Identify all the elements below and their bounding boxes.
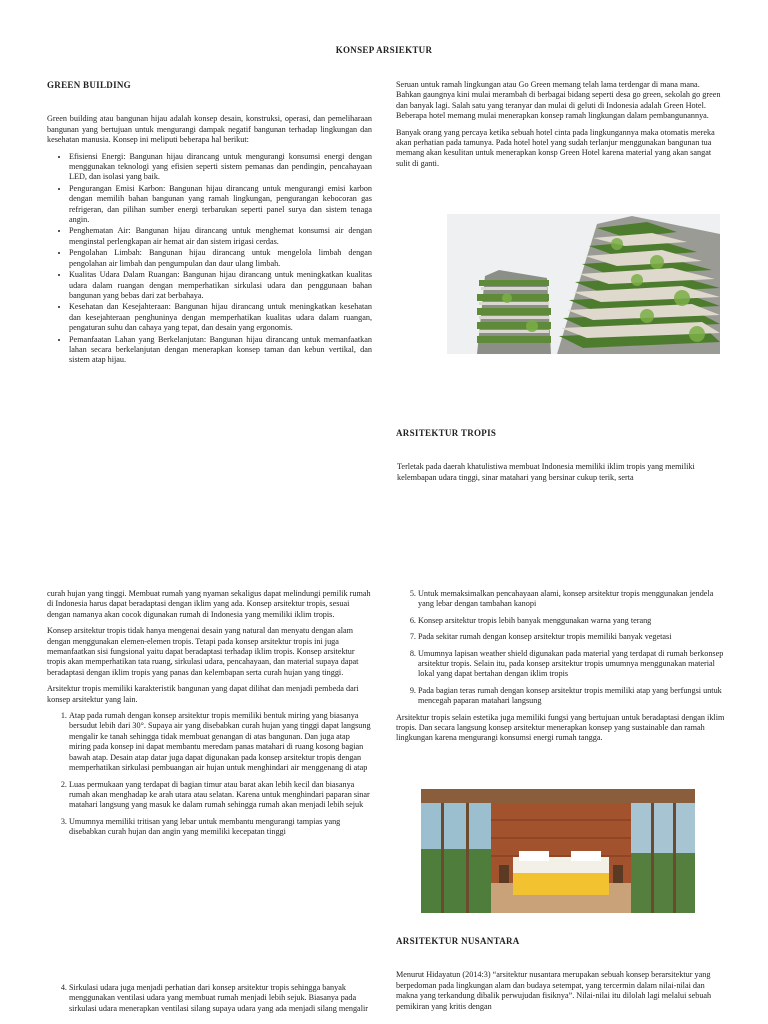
list-item: 1. Atap pada rumah dengan konsep arsitektur tropis memiliki bentuk miring yang biasanya bersudut lebih dari 30°. Supaya air yang disebabkan curah hujan yang tinggi dapat langsung mengalir ke tanah sehingga tidak membuat genangan di atas bangunan. Dan juga atap miring pada konsep ini dapat membantu meredam panas matahari di ruang kosong bagian bawah atap. Desain atap datar juga dapat digunakan pada konsep arsitektur tropis dengan memperhatikan sirkulasi pembuangan air hujan untuk menghindari air menggenang di atap [69, 711, 372, 773]
green-building-heading: GREEN BUILDING [47, 80, 131, 90]
tropis-intro: Terletak pada daerah khatulistiwa membuat Indonesia memiliki iklim tropis yang memiliki kelembapan udara tinggi, sinar matahari yang bersinar cukup terik, serta [397, 462, 695, 482]
tropis-paragraph-1: curah hujan yang tinggi. Membuat rumah yang nyaman sekaligus dapat melindungi pemilik rumah di Indonesia harus dapat beradaptasi dengan iklim yang ada. Konsep arsitektur tropis, sesuai dengan namanya akan cocok digunakan rumah di Indonesia yang memiliki iklim tropis. [47, 589, 371, 619]
list-item: • Kualitas Udara Dalam Ruangan: Bangunan hijau dirancang untuk meningkatkan kualitas udara dalam ruangan dengan memperhatikan sirkulasi udara dan penggunaan bahan bangunan yang bebas dari zat berbahaya. [69, 270, 372, 301]
list-item: 8. Umumnya lapisan weather shield digunakan pada material yang terdapat di rumah berkonsep arsitektur tropis. Selain itu, pada konsep arsitektur tropis umumnya menggunakan material lokal yang dapat bertahan dengan iklim tropis [418, 649, 726, 680]
tropis-continued [47, 589, 372, 844]
list-item: 9. Pada bagian teras rumah dengan konsep arsitektur tropis memiliki atap yang berfungsi untuk mencegah paparan matahari langsung [418, 686, 726, 707]
tropis-heading: ARSITEKTUR TROPIS [396, 428, 497, 438]
tropis-closing: Arsitektur tropis selain estetika juga memiliki fungsi yang bertujuan untuk beradaptasi dengan iklim tropis. Dan secara langsung konsep arsitektur menerapkan konsep yang sustainable dan ramah lingkungan karena mengurangi konsumsi energi rumah tangga. [396, 712, 725, 743]
tropis-characteristics-list-cont [47, 983, 372, 1014]
list-item: • Kesehatan dan Kesejahteraan: Bangunan hijau dirancang untuk meningkatkan kesehatan dan kesejahteraan penghuninya dengan memperhatikan kualitas udara dalam ruangan, pengaturan suhu dan cahaya yang tepat, dan desain yang ergonomis. [69, 302, 372, 333]
list-item: 7. Pada sekitar rumah dengan konsep arsitektur tropis memiliki banyak vegetasi [418, 632, 726, 642]
list-item: • Efisiensi Energi: Bangunan hijau dirancang untuk mengurangi konsumsi energi dengan menggunakan teknologi yang efisien seperti sistem pemanas dan pendingin, pencahayaan LED, dan isolasi yang baik. [69, 152, 372, 183]
list-item: • Pengurangan Emisi Karbon: Bangunan hijau dirancang untuk mengurangi emisi karbon dengan memilih bahan bangunan yang ramah lingkungan, pengurangan kebocoran gas refrigeran, dan pilihan sumber energi terbarukan seperti panel surya dan sistem tenaga angin. [69, 184, 372, 226]
page-title: KONSEP ARSIEKTUR [335, 45, 433, 55]
green-building-intro: Green building atau bangunan hijau adalah konsep desain, konstruksi, operasi, dan pemeliharaan bangunan yang bertujuan untuk mengurangi dampak negatif bangunan terhadap lingkungan dan kesehatan manusia. Konsep ini meliputi beberapa hal berikut: [47, 114, 372, 145]
tropical-bedroom-photo [421, 789, 695, 913]
green-building-section [47, 80, 372, 367]
green-hotel-paragraph-1: Seruan untuk ramah lingkungan atau Go Green memang telah lama terdengar di mana mana. Bahkan gaungnya kini mulai merambah di berbagai bidang seperti desa go green, sekolah go green dan banyak lagi. Salah satu yang teranyar dan mulai di geluti di Indonesia adalah Green Hotel. Beberapa hotel memang mulai menerapkan konsep ramah lingkungan dalam pembangunannya. [396, 80, 721, 121]
green-hotel-section [396, 80, 726, 175]
green-tower-photo [447, 214, 720, 354]
tropis-list-item-4 [47, 983, 372, 1020]
nusantara-section [396, 936, 726, 1018]
nusantara-heading: ARSITEKTUR NUSANTARA [396, 936, 520, 946]
list-item: • Penghematan Air: Bangunan hijau dirancang untuk menghemat konsumsi air dengan menginstal perlengkapan air hemat air dan sistem irigasi cerdas. [69, 226, 372, 247]
green-building-list [47, 152, 372, 366]
tropis-characteristics-list [47, 711, 372, 837]
list-item: 5. Untuk memaksimalkan pencahayaan alami, konsep arsitektur tropis menggunakan jendela yang lebar dengan tambahan kanopi [418, 589, 726, 610]
tropis-characteristics-list-right [396, 589, 726, 707]
tropis-paragraph-3: Arsitektur tropis memiliki karakteristik bangunan yang dapat dilihat dan menjadi pembeda dari konsep arsitektur yang lain. [47, 684, 359, 704]
list-item: 6. Konsep arsitektur tropis lebih banyak menggunakan warna yang terang [418, 616, 726, 626]
list-item: • Pemanfaatan Lahan yang Berkelanjutan: Bangunan hijau dirancang untuk memanfaatkan lahan secara berkelanjutan dengan menerapkan konsep taman dan kebun vertikal, dan sistem atap hijau. [69, 335, 372, 366]
tropis-section [396, 428, 726, 489]
green-hotel-paragraph-2: Banyak orang yang percaya ketika sebuah hotel cinta pada lingkungannya maka otomatis mereka akan perhatian pada tamunya. Pada hotel hotel yang sudah terlanjur menggunakan bangunan tua memang akan kesulitan untuk menerapkan konsp Green Hotel karena material yang akan sangat sulit di ganti. [396, 127, 715, 168]
list-item: 3. Umumnya memiliki tritisan yang lebar untuk membantu mengurangi tampias yang disebabkan curah hujan dan angin yang memiliki kecepatan tinggi [69, 817, 372, 838]
list-item: 2. Luas permukaan yang terdapat di bagian timur atau barat akan lebih kecil dan biasanya rumah akan menghadap ke arah utara atau selatan. Karena untuk menghindari paparan sinar matahari langsung yang masuk ke dalam rumah sehingga rumah akan menjadi lebih sejuk [69, 780, 372, 811]
nusantara-intro: Menurut Hidayatun (2014:3) “arsitektur nusantara merupakan sebuah konsep berarsitektur yang berpedoman pada lingkungan alam dan budaya setempat, yang tercermin dalam nilai-nilai dan makna yang terkandung dibalik perwujudan fisiknya”. Nilai-nilai itu dilolah lagi melalui sebuah pemikiran yang kritis dengan [396, 970, 712, 1011]
list-item: • Pengolahan Limbah: Bangunan hijau dirancang untuk mengelola limbah dengan pengolahan air limbah dan pengumpulan dan daur ulang limbah. [69, 248, 372, 269]
list-item: 4. Sirkulasi udara juga menjadi perhatian dari konsep arsitektur tropis sehingga banyak menggunakan ventilasi udara yang membuat rumah menjadi lebih sejuk. Biasanya pada sirkulasi udara menerapkan ventilasi silang supaya udara yang ada menjadi silang mengalir [69, 983, 372, 1014]
tropis-list-right [396, 589, 726, 750]
tropis-paragraph-2: Konsep arsitektur tropis tidak hanya mengenai desain yang natural dan menyatu dengan alam dengan menggunakan elemen-elemen tropis. Tetapi pada konsep arsitektur tropis ini juga memanfaatkan sisi fungsional yaitu dapat beradaptasi terhadap iklim tropis. Konsep arsitektur tropis akan memperhatikan tata ruang, sirkulasi udara, pencahayaan, dan material supaya dapat beradaptasi dengan iklim tropis yang panas dan kelembapan serta curah hujan yang tinggi. [47, 626, 359, 677]
